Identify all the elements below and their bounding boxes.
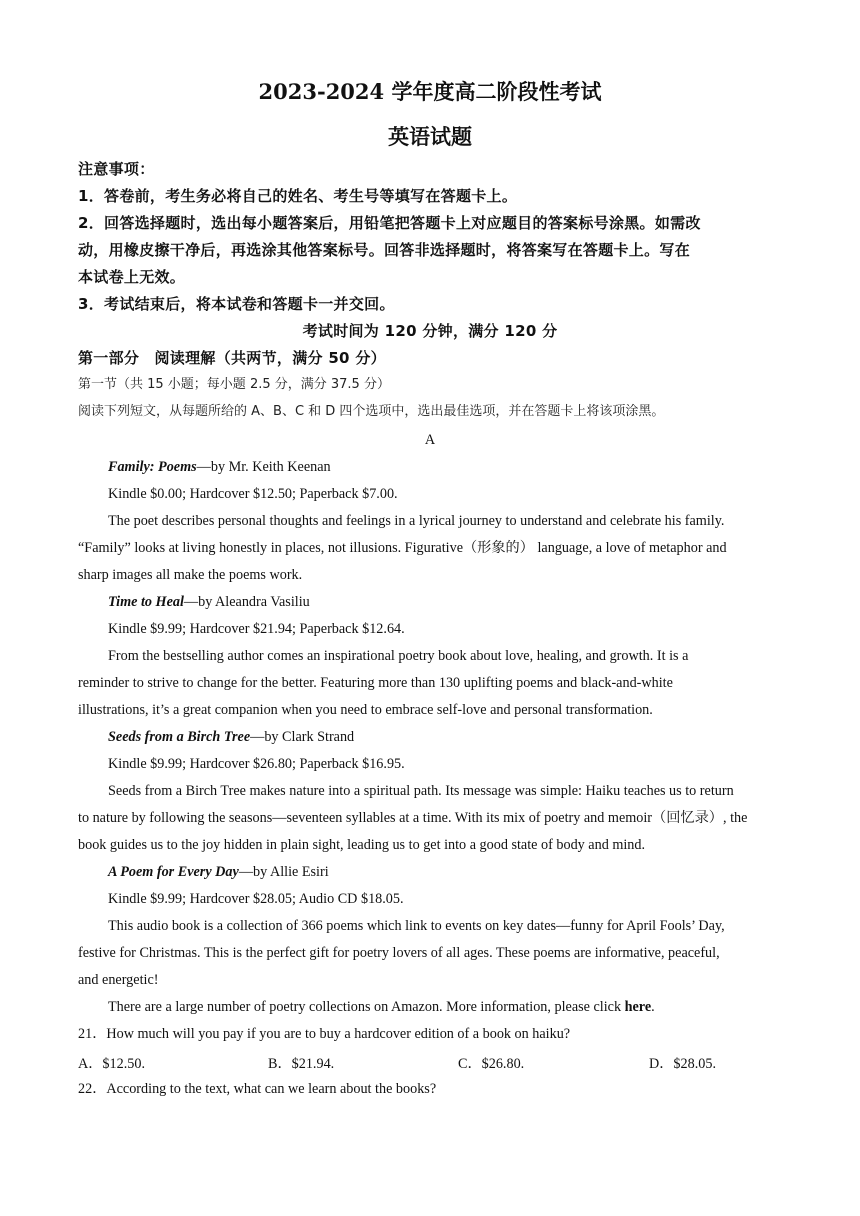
book-3-desc-line-2: to nature by following the seasons—seventeen syllables at a time. With its mix of poetry and memoir（回忆录）, the (78, 810, 748, 826)
book-3-desc-line-3: book guides us to the joy hidden in plain sight, leading us to get into a good state of body and mind. (78, 837, 646, 853)
question-22-stem: 22．According to the text, what can we learn about the books? (78, 1081, 437, 1097)
book-1-desc-line-1: The poet describes personal thoughts and feelings in a lyrical journey to understand and celebrate his family. (108, 513, 725, 529)
book-1-heading (108, 458, 818, 476)
part1-heading: 第一部分 阅读理解（共两节，满分 50 分） (78, 349, 386, 367)
passage-label: A (424, 432, 436, 448)
book-1-title: Family: Poems (108, 459, 197, 475)
question-21-option-c[interactable]: C．$26.80. (458, 1056, 525, 1072)
book-2-desc-line-1: From the bestselling author comes an inspirational poetry book about love, healing, and growth. It is a (108, 648, 689, 664)
book-4-desc-line-1: This audio book is a collection of 366 poems which link to events on key dates—funny for April Fools’ Day, (108, 918, 725, 934)
book-2-heading (108, 593, 818, 611)
notice-item-2-line-2: 动，用橡皮擦干净后，再选涂其他答案标号。回答非选择题时，将答案写在答题卡上。写在 (78, 241, 691, 259)
here-link[interactable]: here (624, 999, 652, 1015)
book-2-desc-line-2: reminder to strive to change for the better. Featuring more than 130 uplifting poems and black-and-white (78, 675, 673, 691)
question-21-option-a[interactable]: A．$12.50. (78, 1056, 145, 1072)
book-3-author: —by Clark Strand (250, 729, 355, 745)
section1-heading: 第一节（共 15 小题；每小题 2.5 分，满分 37.5 分） (78, 377, 390, 392)
notice-item-1: 1．答卷前，考生务必将自己的姓名、考生号等填写在答题卡上。 (78, 187, 518, 205)
book-2-desc-line-3: illustrations, it’s a great companion when you need to embrace self-love and personal transformation. (78, 702, 653, 718)
exam-time: 考试时间为 120 分钟，满分 120 分 (302, 322, 558, 340)
notice-heading: 注意事项： (78, 160, 155, 178)
book-3-desc-line-1: Seeds from a Birch Tree makes nature into a spiritual path. Its message was simple: Haiku teaches us to return (108, 783, 734, 799)
notice-item-2-line-1: 2．回答选择题时，选出每小题答案后，用铅笔把答题卡上对应题目的答案标号涂黑。如需改 (78, 214, 701, 232)
question-21-option-b[interactable]: B．$21.94. (268, 1056, 335, 1072)
more-info (108, 998, 818, 1016)
book-2-title: Time to Heal (108, 594, 184, 610)
exam-subtitle: 英语试题 (388, 124, 472, 149)
reading-instruction: 阅读下列短文，从每题所给的 A、B、C 和 D 四个选项中，选出最佳选项，并在答题卡上将该项涂黑。 (78, 404, 665, 419)
notice-item-3: 3．考试结束后，将本试卷和答题卡一并交回。 (78, 295, 395, 313)
question-21-stem: 21．How much will you pay if you are to buy a hardcover edition of a book on haiku? (78, 1026, 571, 1042)
book-4-author: —by Allie Esiri (238, 864, 329, 880)
book-2-prices: Kindle $9.99; Hardcover $21.94; Paperback $12.64. (108, 621, 405, 637)
book-3-prices: Kindle $9.99; Hardcover $26.80; Paperback $16.95. (108, 756, 405, 772)
notice-item-2-line-3: 本试卷上无效。 (78, 268, 186, 286)
book-4-desc-line-2: festive for Christmas. This is the perfect gift for poetry lovers of all ages. These poems are informative, peaceful, (78, 945, 720, 961)
book-4-desc-line-3: and energetic! (78, 972, 159, 988)
book-1-desc-line-2: “Family” looks at living honestly in places, not illusions. Figurative（形象的） language, a love of metaphor and (78, 540, 727, 556)
book-1-author: —by Mr. Keith Keenan (196, 459, 331, 475)
more-info-text: There are a large number of poetry collections on Amazon. More information, please click (108, 999, 625, 1015)
book-4-prices: Kindle $9.99; Hardcover $28.05; Audio CD $18.05. (108, 891, 404, 907)
book-4-title: A Poem for Every Day (108, 864, 239, 880)
book-3-heading (108, 728, 818, 746)
book-2-author: —by Aleandra Vasiliu (183, 594, 310, 610)
book-3-title: Seeds from a Birch Tree (108, 729, 251, 745)
book-1-desc-line-3: sharp images all make the poems work. (78, 567, 303, 583)
book-4-heading (108, 863, 818, 881)
more-info-end: . (651, 999, 655, 1015)
question-21-option-d[interactable]: D．$28.05. (649, 1056, 716, 1072)
exam-title: 2023-2024 学年度高二阶段性考试 (258, 79, 602, 104)
book-1-prices: Kindle $0.00; Hardcover $12.50; Paperback $7.00. (108, 486, 398, 502)
